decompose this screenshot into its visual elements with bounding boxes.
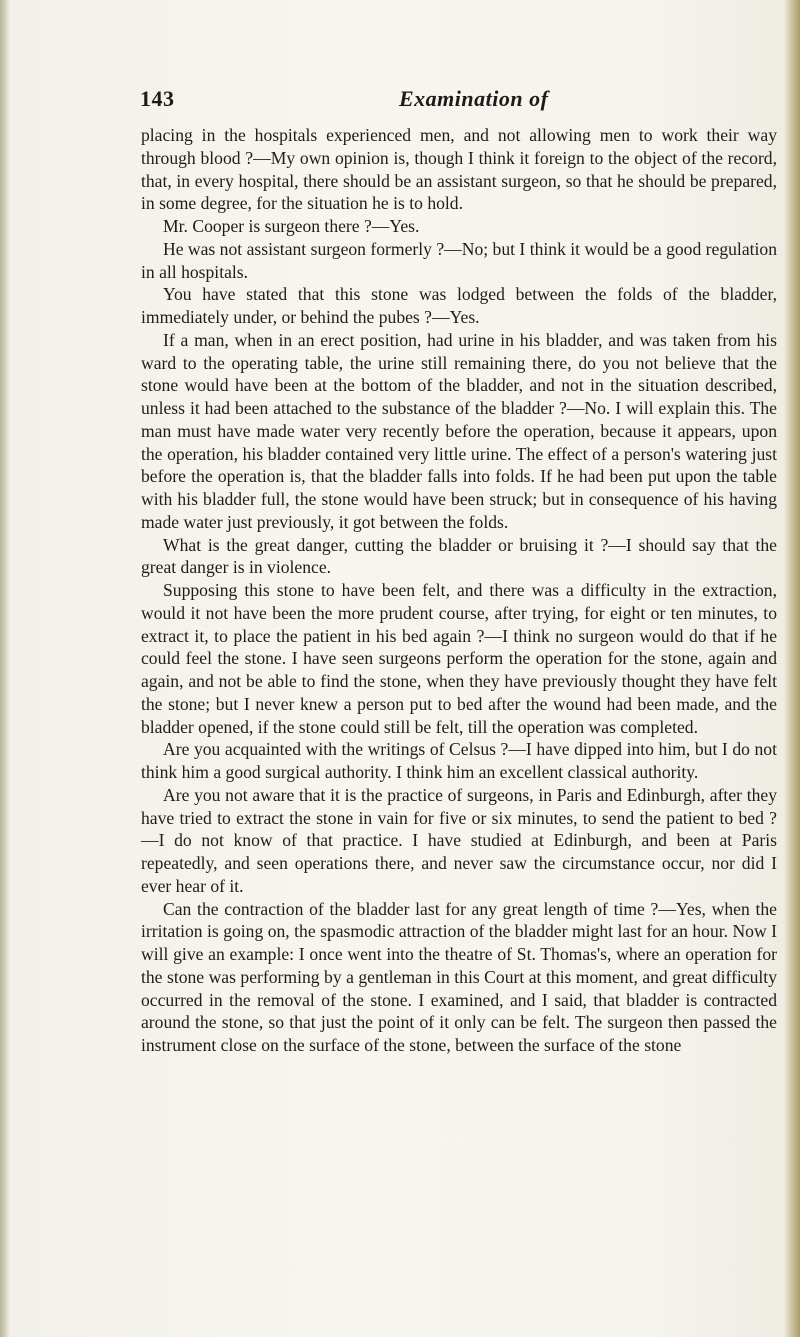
page-number: 143 (140, 86, 175, 111)
paragraph: Mr. Cooper is surgeon there ?—Yes. (163, 216, 420, 236)
running-head: Examination of (399, 86, 549, 111)
page-left-edge (0, 0, 10, 1337)
paragraph: Are you acquainted with the writings of Celsus ?—I have dipped into him, but I do not think him a good surgical authority. I think him an excellent classical authority. (141, 739, 777, 782)
paragraph: If a man, when in an erect position, had urine in his bladder, and was taken from his ward to the operating table, the urine still remaining there, do you not believe that the stone would have been at the bottom of the bladder, and not in the situation described, unless it had been attached to the substance of the bladder ?—No. I will explain this. The man must have made water very recently before the operation, because it appears, upon the operation, his bladder contained very little urine. The effect of a person's watering just before the operation is, that the bladder falls into folds. If he had been put upon the table with his bladder full, the stone would have been struck; but in consequence of his having made water just previously, it got between the folds. (141, 329, 777, 532)
paragraph: Are you not aware that it is the practice of surgeons, in Paris and Edinburgh, after they have tried to extract the stone in vain for five or six minutes, to send the patient to bed ?—I do not know of that practice. I have studied at Edinburgh, and been at Paris repeatedly, and seen operations there, and never saw the circumstance occur, nor did I ever hear of it. (141, 784, 777, 896)
paragraph: You have stated that this stone was lodged between the folds of the bladder, immediately under, or behind the pubes ?—Yes. (141, 284, 777, 327)
page-header (0, 86, 800, 116)
paragraph: What is the great danger, cutting the bladder or bruising it ?—I should say that the great danger is in violence. (141, 534, 777, 578)
paragraph: Supposing this stone to have been felt, and there was a difficulty in the extraction, would it not have been the more prudent course, after trying, for eight or ten minutes, to extract it, to place the patient in his bed again ?—I think no surgeon would do that if he could feel the stone. I have seen surgeons perform the operation for the stone, again and again, and not be able to find the stone, when they have previously thought they have felt the stone; but I never knew a person put to bed after the wound had been made, and the bladder opened, if the stone could still be felt, till the operation was completed. (141, 580, 777, 737)
page-right-edge (784, 0, 800, 1337)
paragraph: He was not assistant surgeon formerly ?—No; but I think it would be a good regulation in all hospitals. (141, 238, 777, 282)
body-text (141, 124, 777, 1057)
paragraph: Can the contraction of the bladder last for any great length of time ?—Yes, when the irritation is going on, the spasmodic attraction of the bladder might last for an hour. Now I will give an example: I once went into the theatre of St. Thomas's, where an operation for the stone was performing by a gentleman in this Court at this moment, and great difficulty occurred in the removal of the stone. I examined, and I said, that bladder is contracted around the stone, so that just the point of it only can be felt. The surgeon then passed the instrument close on the surface of the stone, between the surface of the stone (141, 898, 777, 1055)
paragraph: placing in the hospitals experienced men, and not allowing men to work their way through blood ?—My own opinion is, though I think it foreign to the object of the record, that, in every hospital, there should be an assistant surgeon, so that he should be prepared, in some degree, for the situation he is to hold. (141, 125, 777, 214)
